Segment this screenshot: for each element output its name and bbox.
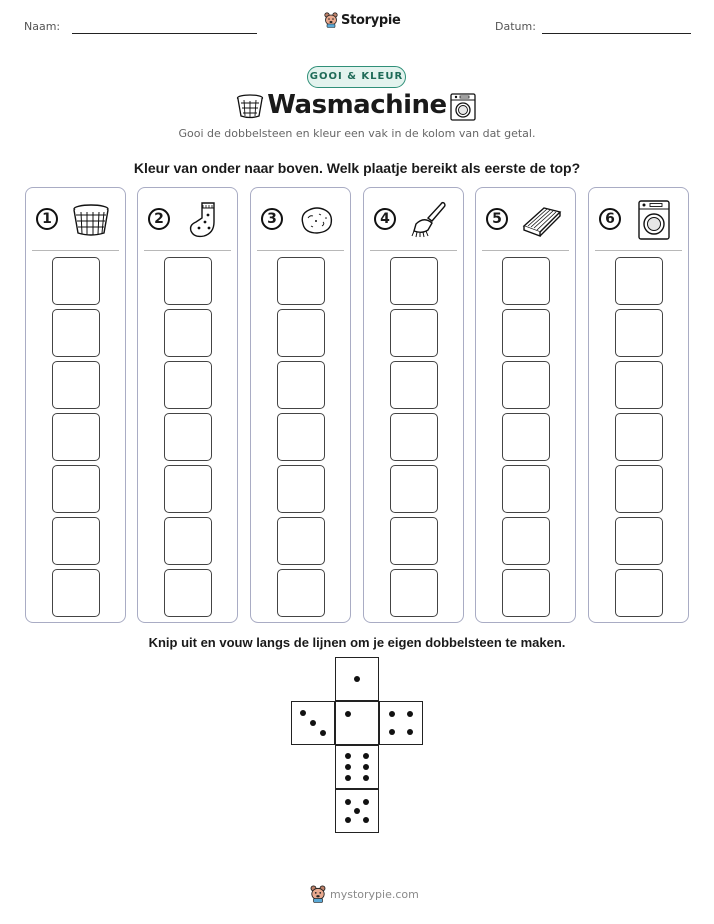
die-face-3 (291, 701, 335, 745)
color-cell[interactable] (277, 569, 325, 617)
color-cell[interactable] (52, 257, 100, 305)
color-cell[interactable] (615, 413, 663, 461)
bear-mascot-icon (310, 885, 326, 903)
column-number: 1 (36, 208, 58, 230)
color-cell[interactable] (502, 569, 550, 617)
color-cell[interactable] (502, 517, 550, 565)
color-cell[interactable] (390, 569, 438, 617)
column-3 (250, 187, 351, 623)
pip (345, 764, 351, 770)
bear-mascot-icon (324, 12, 338, 28)
column-5 (475, 187, 576, 623)
color-cell[interactable] (277, 361, 325, 409)
column-1 (25, 187, 126, 623)
die-face-5 (335, 789, 379, 833)
color-cell[interactable] (277, 309, 325, 357)
pip (345, 817, 351, 823)
pip (320, 730, 326, 736)
color-cell[interactable] (615, 361, 663, 409)
color-cell[interactable] (164, 361, 212, 409)
pip (363, 764, 369, 770)
pip (363, 799, 369, 805)
color-cell[interactable] (52, 517, 100, 565)
column-number: 6 (599, 208, 621, 230)
color-cell[interactable] (164, 309, 212, 357)
die-face-4 (379, 701, 423, 745)
pip (363, 753, 369, 759)
column-number: 5 (486, 208, 508, 230)
color-cell[interactable] (390, 517, 438, 565)
sock-icon (182, 200, 224, 240)
color-cell[interactable] (52, 309, 100, 357)
pip (389, 711, 395, 717)
color-cell[interactable] (502, 257, 550, 305)
color-cell[interactable] (390, 309, 438, 357)
color-cell[interactable] (164, 465, 212, 513)
column-divider (257, 250, 344, 251)
column-number: 4 (374, 208, 396, 230)
soap-bar-icon (295, 200, 337, 240)
pip (345, 711, 351, 717)
color-cell[interactable] (502, 309, 550, 357)
washing-machine-icon (633, 200, 675, 240)
subtitle: Gooi de dobbelsteen en kleur een vak in de kolom van dat getal. (178, 127, 536, 140)
color-cell[interactable] (52, 465, 100, 513)
pip (389, 729, 395, 735)
die-face-6 (335, 745, 379, 789)
cut-instruction: Knip uit en vouw langs de lijnen om je eigen dobbelsteen te maken. (148, 635, 566, 650)
color-cell[interactable] (390, 361, 438, 409)
brush-icon (408, 200, 450, 240)
brand-name: Storypie (341, 12, 401, 28)
game-instruction: Kleur van onder naar boven. Welk plaatje bereikt als eerste de top? (133, 160, 581, 176)
footer-link[interactable]: mystorypie.com (330, 887, 419, 901)
color-cell[interactable] (390, 413, 438, 461)
color-cell[interactable] (390, 257, 438, 305)
color-cell[interactable] (52, 361, 100, 409)
pip (354, 808, 360, 814)
pip (354, 676, 360, 682)
pip (363, 775, 369, 781)
column-divider (370, 250, 457, 251)
name-label: Naam: (24, 20, 61, 33)
date-line[interactable] (542, 33, 691, 34)
color-cell[interactable] (615, 517, 663, 565)
pip (345, 753, 351, 759)
color-cell[interactable] (502, 465, 550, 513)
color-cell[interactable] (277, 413, 325, 461)
page-title: Wasmachine (267, 90, 447, 120)
footer (310, 885, 419, 903)
column-number: 2 (148, 208, 170, 230)
category-badge: GOOI & KLEUR (307, 66, 406, 88)
color-cell[interactable] (164, 413, 212, 461)
color-cell[interactable] (615, 465, 663, 513)
pip (300, 710, 306, 716)
color-cell[interactable] (502, 413, 550, 461)
column-divider (595, 250, 682, 251)
color-cell[interactable] (502, 361, 550, 409)
column-6 (588, 187, 689, 623)
color-cell[interactable] (615, 569, 663, 617)
color-cell[interactable] (52, 413, 100, 461)
die-face-1 (335, 657, 379, 701)
column-2 (137, 187, 238, 623)
color-cell[interactable] (164, 517, 212, 565)
date-label: Datum: (495, 20, 536, 33)
column-number: 3 (261, 208, 283, 230)
color-cell[interactable] (277, 257, 325, 305)
laundry-basket-icon (70, 200, 112, 240)
color-cell[interactable] (615, 309, 663, 357)
color-cell[interactable] (277, 465, 325, 513)
brand-logo (324, 12, 401, 28)
color-cell[interactable] (277, 517, 325, 565)
column-divider (32, 250, 119, 251)
column-divider (482, 250, 569, 251)
color-cell[interactable] (615, 257, 663, 305)
pip (407, 729, 413, 735)
color-cell[interactable] (52, 569, 100, 617)
color-cell[interactable] (390, 465, 438, 513)
color-cell[interactable] (164, 257, 212, 305)
folded-towel-icon (520, 200, 562, 240)
die-face-1 (335, 701, 379, 745)
color-cell[interactable] (164, 569, 212, 617)
pip (363, 817, 369, 823)
name-line[interactable] (72, 33, 257, 34)
column-divider (144, 250, 231, 251)
column-4 (363, 187, 464, 623)
pip (407, 711, 413, 717)
dice-columns (25, 187, 690, 623)
pip (345, 799, 351, 805)
washing-machine-icon (450, 93, 476, 121)
pip (310, 720, 316, 726)
pip (345, 775, 351, 781)
